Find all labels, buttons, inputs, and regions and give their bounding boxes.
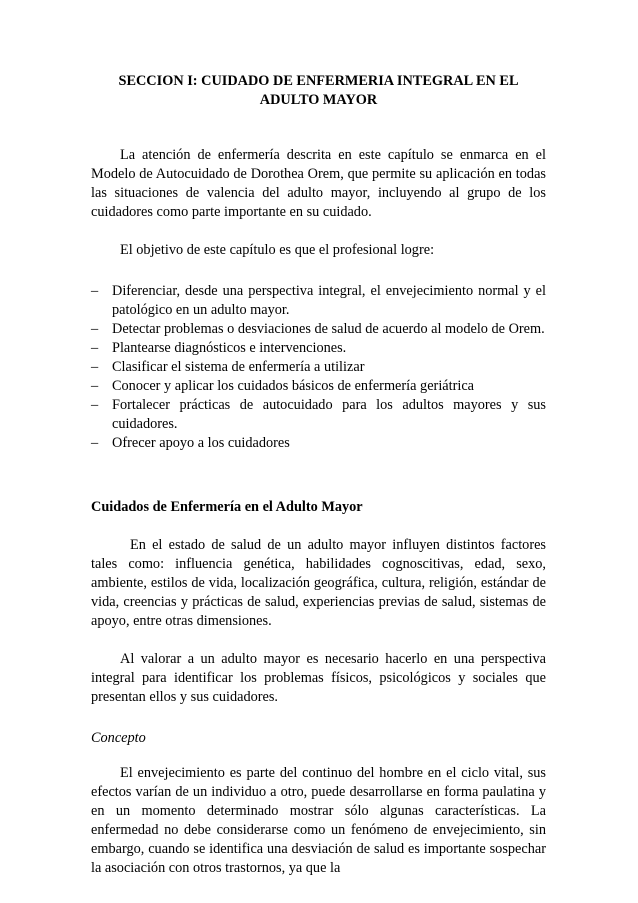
- list-item: – Detectar problemas o desviaciones de salud de acuerdo al modelo de Orem.: [91, 321, 545, 337]
- dash-bullet-icon: –: [91, 283, 99, 299]
- page-title-line-2: ADULTO MAYOR: [259, 92, 378, 108]
- objectives-list: [91, 282, 546, 453]
- list-item: – Fortalecer prácticas de autocuidado para los adultos mayores y sus cuidadores.: [91, 397, 546, 432]
- concept-heading: Concepto: [91, 730, 146, 746]
- objective-lead: El objetivo de este capítulo es que el profesional logre:: [120, 242, 435, 258]
- list-item: – Conocer y aplicar los cuidados básicos de enfermería geriátrica: [91, 378, 475, 394]
- list-item: – Diferenciar, desde una perspectiva integral, el envejecimiento normal y el patológico en un adulto mayor.: [91, 283, 546, 318]
- list-item: – Ofrecer apoyo a los cuidadores: [91, 435, 290, 451]
- dash-bullet-icon: –: [91, 340, 99, 356]
- page-title-line-1: SECCION I: CUIDADO DE ENFERMERIA INTEGRAL EN EL: [118, 73, 519, 89]
- list-item: – Clasificar el sistema de enfermería a utilizar: [91, 359, 365, 375]
- section-heading: Cuidados de Enfermería en el Adulto Mayor: [91, 499, 363, 515]
- page-title: [91, 72, 546, 110]
- dash-bullet-icon: –: [91, 435, 99, 451]
- dash-bullet-icon: –: [91, 397, 99, 413]
- dash-bullet-icon: –: [91, 359, 99, 375]
- dash-bullet-icon: –: [91, 378, 99, 394]
- list-item: – Plantearse diagnósticos e intervenciones.: [91, 340, 347, 356]
- intro-paragraph: La atención de enfermería descrita en este capítulo se enmarca en el Modelo de Autocuidado de Dorothea Orem, que permite su aplicación en todas las situaciones de valencia del adulto mayor, incluyendo al grupo de los cuidadores como parte importante en su cuidado.: [91, 147, 546, 220]
- concept-paragraph: El envejecimiento es parte del continuo del hombre en el ciclo vital, sus efectos varían de un individuo a otro, puede desarrollarse en forma paulatina y en un momento determinado mostrar sólo algunas características. La enfermedad no debe considerarse como un fenómeno de envejecimiento, sin embargo, cuando se identifica una desviación de salud es importante sospechar la asociación con otros trastornos, ya que la: [91, 765, 546, 876]
- section-paragraph-2: Al valorar a un adulto mayor es necesario hacerlo en una perspectiva integral para identificar los problemas físicos, psicológicos y sociales que presentan ellos y sus cuidadores.: [91, 651, 546, 705]
- section-paragraph-1: En el estado de salud de un adulto mayor influyen distintos factores tales como: influencia genética, habilidades cognoscitivas, edad, sexo, ambiente, estilos de vida, localización geográfica, cultura, religión, estándar de vida, creencias y prácticas de salud, experiencias previas de salud, sistemas de apoyo, entre otras dimensiones.: [91, 537, 546, 629]
- dash-bullet-icon: –: [91, 321, 99, 337]
